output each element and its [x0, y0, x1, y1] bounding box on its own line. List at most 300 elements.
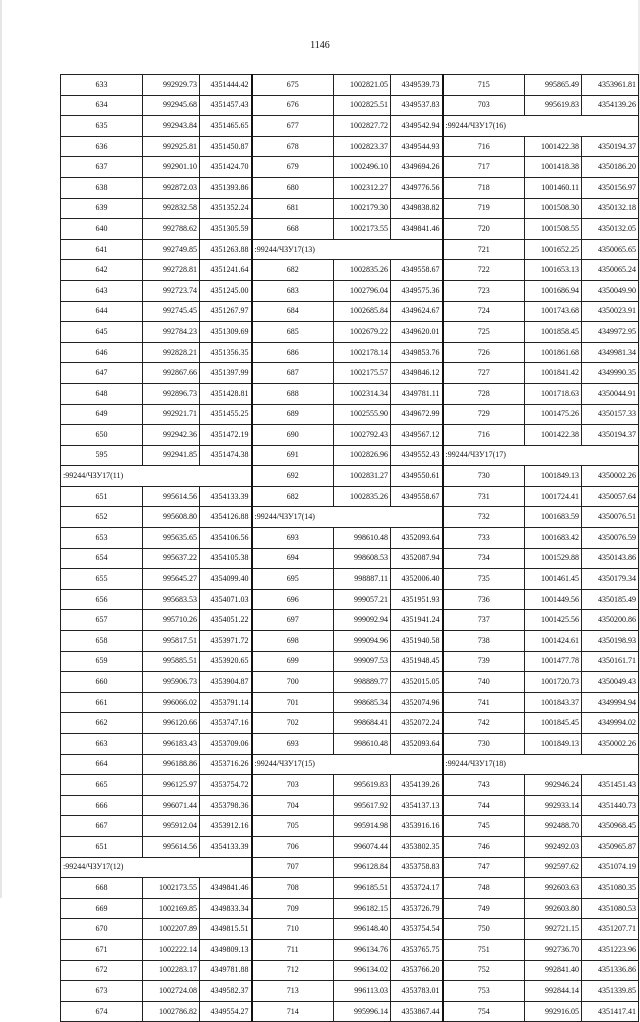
page-number: 1146 [310, 40, 330, 51]
table-row [61, 136, 639, 157]
x-coordinate-cell: 996113.03 [334, 981, 391, 1002]
point-number-cell: 732 [443, 507, 525, 528]
point-number-cell: 676 [252, 95, 334, 116]
point-number-cell: 680 [252, 177, 334, 198]
y-coordinate-cell: 4350023.91 [582, 301, 639, 322]
y-coordinate-cell: 4354106.56 [200, 528, 252, 549]
table-row [61, 425, 639, 446]
x-coordinate-cell: 992597.62 [525, 857, 582, 878]
parcel-label-cell: :99244/ЧЗУ17(12) [61, 857, 252, 878]
y-coordinate-cell: 4349575.36 [391, 280, 443, 301]
x-coordinate-cell: 1002178.14 [334, 342, 391, 363]
x-coordinate-cell: 995608.80 [143, 507, 200, 528]
table-row [61, 775, 639, 796]
point-number-cell: 717 [443, 157, 525, 178]
x-coordinate-cell: 992488.70 [525, 816, 582, 837]
x-coordinate-cell: 992901.10 [143, 157, 200, 178]
table-row [61, 981, 639, 1002]
point-number-cell: 723 [443, 280, 525, 301]
point-number-cell: 742 [443, 713, 525, 734]
table-row [61, 157, 639, 178]
x-coordinate-cell: 1002827.72 [334, 116, 391, 137]
x-coordinate-cell: 1001508.30 [525, 198, 582, 219]
point-number-cell: 690 [252, 425, 334, 446]
y-coordinate-cell: 4349542.94 [391, 116, 443, 137]
y-coordinate-cell: 4349846.12 [391, 363, 443, 384]
y-coordinate-cell: 4351472.19 [200, 425, 252, 446]
x-coordinate-cell: 996148.40 [334, 919, 391, 940]
x-coordinate-cell: 995996.14 [334, 1001, 391, 1022]
y-coordinate-cell: 4354133.39 [200, 836, 252, 857]
y-coordinate-cell: 4351424.70 [200, 157, 252, 178]
point-number-cell: 730 [443, 466, 525, 487]
point-number-cell: 674 [61, 1001, 143, 1022]
x-coordinate-cell: 1002173.55 [143, 878, 200, 899]
table-row [61, 713, 639, 734]
point-number-cell: 637 [61, 157, 143, 178]
point-number-cell: 712 [252, 960, 334, 981]
y-coordinate-cell: 4352006.40 [391, 569, 443, 590]
point-number-cell: 692 [252, 466, 334, 487]
y-coordinate-cell: 4349994.02 [582, 713, 639, 734]
x-coordinate-cell: 1002823.37 [334, 136, 391, 157]
point-number-cell: 727 [443, 363, 525, 384]
y-coordinate-cell: 4353798.36 [200, 795, 252, 816]
table-row [61, 404, 639, 425]
x-coordinate-cell: 1001449.56 [525, 589, 582, 610]
x-coordinate-cell: 992784.23 [143, 322, 200, 343]
x-coordinate-cell: 996120.66 [143, 713, 200, 734]
x-coordinate-cell: 1001424.61 [525, 631, 582, 652]
y-coordinate-cell: 4349537.83 [391, 95, 443, 116]
y-coordinate-cell: 4353916.16 [391, 816, 443, 837]
y-coordinate-cell: 4352087.94 [391, 548, 443, 569]
x-coordinate-cell: 992723.74 [143, 280, 200, 301]
x-coordinate-cell: 1002173.55 [334, 219, 391, 240]
x-coordinate-cell: 1002283.17 [143, 960, 200, 981]
x-coordinate-cell: 992942.36 [143, 425, 200, 446]
x-coordinate-cell: 1001418.38 [525, 157, 582, 178]
point-number-cell: 595 [61, 445, 143, 466]
point-number-cell: 685 [252, 322, 334, 343]
point-number-cell: 644 [61, 301, 143, 322]
point-number-cell: 738 [443, 631, 525, 652]
table-row [61, 445, 639, 466]
y-coordinate-cell: 4349544.93 [391, 136, 443, 157]
point-number-cell: 749 [443, 898, 525, 919]
y-coordinate-cell: 4351428.81 [200, 383, 252, 404]
y-coordinate-cell: 4350157.33 [582, 404, 639, 425]
y-coordinate-cell: 4353961.81 [582, 75, 639, 96]
x-coordinate-cell: 1001652.25 [525, 239, 582, 260]
parcel-label-cell: :99244/ЧЗУ17(15) [252, 754, 443, 775]
x-coordinate-cell: 1002169.85 [143, 898, 200, 919]
x-coordinate-cell: 1001529.88 [525, 548, 582, 569]
y-coordinate-cell: 4350194.37 [582, 136, 639, 157]
table-row [61, 919, 639, 940]
x-coordinate-cell: 995817.51 [143, 631, 200, 652]
y-coordinate-cell: 4350065.24 [582, 260, 639, 281]
x-coordinate-cell: 1001743.68 [525, 301, 582, 322]
x-coordinate-cell: 992925.81 [143, 136, 200, 157]
x-coordinate-cell: 1001686.94 [525, 280, 582, 301]
x-coordinate-cell: 995635.65 [143, 528, 200, 549]
y-coordinate-cell: 4352093.64 [391, 734, 443, 755]
point-number-cell: 737 [443, 610, 525, 631]
point-number-cell: 672 [61, 960, 143, 981]
table-row [61, 198, 639, 219]
point-number-cell: 694 [252, 548, 334, 569]
table-row [61, 507, 639, 528]
x-coordinate-cell: 1001843.37 [525, 692, 582, 713]
table-row [61, 342, 639, 363]
y-coordinate-cell: 4354139.26 [582, 95, 639, 116]
point-number-cell: 729 [443, 404, 525, 425]
point-number-cell: 713 [252, 981, 334, 1002]
point-number-cell: 731 [443, 486, 525, 507]
x-coordinate-cell: 995614.56 [143, 486, 200, 507]
coordinates-table [60, 74, 639, 1022]
x-coordinate-cell: 992844.14 [525, 981, 582, 1002]
x-coordinate-cell: 996182.15 [334, 898, 391, 919]
table-row [61, 280, 639, 301]
x-coordinate-cell: 1002826.96 [334, 445, 391, 466]
y-coordinate-cell: 4350200.86 [582, 610, 639, 631]
point-number-cell: 739 [443, 651, 525, 672]
point-number-cell: 693 [252, 734, 334, 755]
table-row [61, 878, 639, 899]
point-number-cell: 683 [252, 280, 334, 301]
x-coordinate-cell: 1002685.84 [334, 301, 391, 322]
point-number-cell: 645 [61, 322, 143, 343]
y-coordinate-cell: 4353747.16 [200, 713, 252, 734]
point-number-cell: 750 [443, 919, 525, 940]
y-coordinate-cell: 4352074.96 [391, 692, 443, 713]
table-row [61, 589, 639, 610]
x-coordinate-cell: 996125.97 [143, 775, 200, 796]
x-coordinate-cell: 995614.56 [143, 836, 200, 857]
y-coordinate-cell: 4350143.86 [582, 548, 639, 569]
x-coordinate-cell: 992603.80 [525, 898, 582, 919]
y-coordinate-cell: 4351417.41 [582, 1001, 639, 1022]
table-row [61, 260, 639, 281]
x-coordinate-cell: 1001425.56 [525, 610, 582, 631]
point-number-cell: 719 [443, 198, 525, 219]
y-coordinate-cell: 4349582.37 [200, 981, 252, 1002]
point-number-cell: 652 [61, 507, 143, 528]
y-coordinate-cell: 4349558.67 [391, 486, 443, 507]
x-coordinate-cell: 1002175.57 [334, 363, 391, 384]
y-coordinate-cell: 4349841.46 [391, 219, 443, 240]
x-coordinate-cell: 992828.21 [143, 342, 200, 363]
y-coordinate-cell: 4351457.43 [200, 95, 252, 116]
x-coordinate-cell: 1001683.42 [525, 528, 582, 549]
point-number-cell: 689 [252, 404, 334, 425]
table-row [61, 548, 639, 569]
y-coordinate-cell: 4351267.97 [200, 301, 252, 322]
point-number-cell: 747 [443, 857, 525, 878]
y-coordinate-cell: 4353971.72 [200, 631, 252, 652]
x-coordinate-cell: 992745.45 [143, 301, 200, 322]
point-number-cell: 703 [252, 775, 334, 796]
x-coordinate-cell: 992929.73 [143, 75, 200, 96]
point-number-cell: 701 [252, 692, 334, 713]
point-number-cell: 654 [61, 548, 143, 569]
point-number-cell: 641 [61, 239, 143, 260]
x-coordinate-cell: 992921.71 [143, 404, 200, 425]
point-number-cell: 748 [443, 878, 525, 899]
y-coordinate-cell: 4349781.88 [200, 960, 252, 981]
x-coordinate-cell: 1001477.78 [525, 651, 582, 672]
x-coordinate-cell: 998685.34 [334, 692, 391, 713]
x-coordinate-cell: 999092.94 [334, 610, 391, 631]
point-number-cell: 635 [61, 116, 143, 137]
y-coordinate-cell: 4350057.64 [582, 486, 639, 507]
x-coordinate-cell: 1002496.10 [334, 157, 391, 178]
parcel-label-cell: :99244/ЧЗУ17(11) [61, 466, 252, 487]
table-row [61, 177, 639, 198]
x-coordinate-cell: 1001461.45 [525, 569, 582, 590]
coordinates-table-body [61, 75, 639, 1022]
table-row [61, 219, 639, 240]
x-coordinate-cell: 1002222.14 [143, 939, 200, 960]
point-number-cell: 639 [61, 198, 143, 219]
x-coordinate-cell: 1001422.38 [525, 136, 582, 157]
y-coordinate-cell: 4352072.24 [391, 713, 443, 734]
point-number-cell: 673 [61, 981, 143, 1002]
y-coordinate-cell: 4351080.35 [582, 878, 639, 899]
point-number-cell: 710 [252, 919, 334, 940]
table-row [61, 672, 639, 693]
x-coordinate-cell: 1002835.26 [334, 260, 391, 281]
x-coordinate-cell: 1001720.73 [525, 672, 582, 693]
point-number-cell: 709 [252, 898, 334, 919]
point-number-cell: 716 [443, 136, 525, 157]
y-coordinate-cell: 4351309.69 [200, 322, 252, 343]
y-coordinate-cell: 4349567.12 [391, 425, 443, 446]
x-coordinate-cell: 1002679.22 [334, 322, 391, 343]
parcel-label-cell: :99244/ЧЗУ17(14) [252, 507, 443, 528]
y-coordinate-cell: 4351352.24 [200, 198, 252, 219]
point-number-cell: 715 [443, 75, 525, 96]
y-coordinate-cell: 4351263.88 [200, 239, 252, 260]
x-coordinate-cell: 1002724.08 [143, 981, 200, 1002]
y-coordinate-cell: 4354137.13 [391, 795, 443, 816]
x-coordinate-cell: 999057.21 [334, 589, 391, 610]
point-number-cell: 730 [443, 734, 525, 755]
y-coordinate-cell: 4349990.35 [582, 363, 639, 384]
x-coordinate-cell: 996183.43 [143, 734, 200, 755]
y-coordinate-cell: 4353724.17 [391, 878, 443, 899]
y-coordinate-cell: 4349620.01 [391, 322, 443, 343]
point-number-cell: 691 [252, 445, 334, 466]
point-number-cell: 660 [61, 672, 143, 693]
table-row [61, 383, 639, 404]
table-row [61, 363, 639, 384]
x-coordinate-cell: 996071.44 [143, 795, 200, 816]
x-coordinate-cell: 992736.70 [525, 939, 582, 960]
y-coordinate-cell: 4351305.59 [200, 219, 252, 240]
table-row [61, 898, 639, 919]
y-coordinate-cell: 4354139.26 [391, 775, 443, 796]
point-number-cell: 657 [61, 610, 143, 631]
x-coordinate-cell: 1002831.27 [334, 466, 391, 487]
x-coordinate-cell: 995912.04 [143, 816, 200, 837]
point-number-cell: 702 [252, 713, 334, 734]
x-coordinate-cell: 992872.03 [143, 177, 200, 198]
y-coordinate-cell: 4354051.22 [200, 610, 252, 631]
table-row [61, 754, 639, 775]
y-coordinate-cell: 4349552.43 [391, 445, 443, 466]
point-number-cell: 638 [61, 177, 143, 198]
x-coordinate-cell: 992749.85 [143, 239, 200, 260]
point-number-cell: 700 [252, 672, 334, 693]
y-coordinate-cell: 4350049.43 [582, 672, 639, 693]
x-coordinate-cell: 996188.86 [143, 754, 200, 775]
y-coordinate-cell: 4354126.88 [200, 507, 252, 528]
table-row [61, 239, 639, 260]
x-coordinate-cell: 996066.02 [143, 692, 200, 713]
x-coordinate-cell: 995885.51 [143, 651, 200, 672]
point-number-cell: 716 [443, 425, 525, 446]
y-coordinate-cell: 4351080.53 [582, 898, 639, 919]
point-number-cell: 735 [443, 569, 525, 590]
x-coordinate-cell: 1002796.04 [334, 280, 391, 301]
y-coordinate-cell: 4349539.73 [391, 75, 443, 96]
point-number-cell: 655 [61, 569, 143, 590]
parcel-label-cell: :99244/ЧЗУ17(17) [443, 445, 639, 466]
point-number-cell: 688 [252, 383, 334, 404]
y-coordinate-cell: 4354099.40 [200, 569, 252, 590]
y-coordinate-cell: 4353920.65 [200, 651, 252, 672]
x-coordinate-cell: 996134.02 [334, 960, 391, 981]
y-coordinate-cell: 4350076.59 [582, 528, 639, 549]
point-number-cell: 640 [61, 219, 143, 240]
point-number-cell: 650 [61, 425, 143, 446]
point-number-cell: 704 [252, 795, 334, 816]
y-coordinate-cell: 4351940.58 [391, 631, 443, 652]
y-coordinate-cell: 4350968.45 [582, 816, 639, 837]
x-coordinate-cell: 998887.11 [334, 569, 391, 590]
x-coordinate-cell: 1001849.13 [525, 466, 582, 487]
x-coordinate-cell: 998608.53 [334, 548, 391, 569]
x-coordinate-cell: 992721.15 [525, 919, 582, 940]
y-coordinate-cell: 4349558.67 [391, 260, 443, 281]
x-coordinate-cell: 1002792.43 [334, 425, 391, 446]
point-number-cell: 722 [443, 260, 525, 281]
y-coordinate-cell: 4349672.99 [391, 404, 443, 425]
point-number-cell: 698 [252, 631, 334, 652]
x-coordinate-cell: 1001653.13 [525, 260, 582, 281]
point-number-cell: 668 [61, 878, 143, 899]
point-number-cell: 668 [252, 219, 334, 240]
point-number-cell: 665 [61, 775, 143, 796]
x-coordinate-cell: 1001475.26 [525, 404, 582, 425]
point-number-cell: 646 [61, 342, 143, 363]
y-coordinate-cell: 4351474.38 [200, 445, 252, 466]
point-number-cell: 651 [61, 486, 143, 507]
y-coordinate-cell: 4351207.71 [582, 919, 639, 940]
x-coordinate-cell: 1002179.30 [334, 198, 391, 219]
point-number-cell: 677 [252, 116, 334, 137]
y-coordinate-cell: 4350161.71 [582, 651, 639, 672]
y-coordinate-cell: 4353765.75 [391, 939, 443, 960]
x-coordinate-cell: 995637.22 [143, 548, 200, 569]
table-row [61, 486, 639, 507]
y-coordinate-cell: 4350132.18 [582, 198, 639, 219]
y-coordinate-cell: 4351941.24 [391, 610, 443, 631]
y-coordinate-cell: 4353867.44 [391, 1001, 443, 1022]
y-coordinate-cell: 4351339.85 [582, 981, 639, 1002]
point-number-cell: 651 [61, 836, 143, 857]
table-row [61, 960, 639, 981]
point-number-cell: 642 [61, 260, 143, 281]
point-number-cell: 743 [443, 775, 525, 796]
x-coordinate-cell: 999097.53 [334, 651, 391, 672]
x-coordinate-cell: 992832.58 [143, 198, 200, 219]
x-coordinate-cell: 1001849.13 [525, 734, 582, 755]
y-coordinate-cell: 4349550.61 [391, 466, 443, 487]
x-coordinate-cell: 1001460.11 [525, 177, 582, 198]
y-coordinate-cell: 4350198.93 [582, 631, 639, 652]
point-number-cell: 678 [252, 136, 334, 157]
y-coordinate-cell: 4349624.67 [391, 301, 443, 322]
y-coordinate-cell: 4353709.06 [200, 734, 252, 755]
point-number-cell: 670 [61, 919, 143, 940]
x-coordinate-cell: 995619.83 [334, 775, 391, 796]
x-coordinate-cell: 995617.92 [334, 795, 391, 816]
point-number-cell: 707 [252, 857, 334, 878]
y-coordinate-cell: 4349981.34 [582, 342, 639, 363]
y-coordinate-cell: 4351336.86 [582, 960, 639, 981]
y-coordinate-cell: 4354071.03 [200, 589, 252, 610]
table-row [61, 692, 639, 713]
x-coordinate-cell: 992946.24 [525, 775, 582, 796]
x-coordinate-cell: 992945.68 [143, 95, 200, 116]
point-number-cell: 711 [252, 939, 334, 960]
point-number-cell: 648 [61, 383, 143, 404]
y-coordinate-cell: 4349838.82 [391, 198, 443, 219]
y-coordinate-cell: 4349776.56 [391, 177, 443, 198]
y-coordinate-cell: 4349809.13 [200, 939, 252, 960]
y-coordinate-cell: 4349694.26 [391, 157, 443, 178]
y-coordinate-cell: 4350186.20 [582, 157, 639, 178]
point-number-cell: 681 [252, 198, 334, 219]
y-coordinate-cell: 4351440.73 [582, 795, 639, 816]
x-coordinate-cell: 992941.85 [143, 445, 200, 466]
y-coordinate-cell: 4349815.51 [200, 919, 252, 940]
y-coordinate-cell: 4351356.35 [200, 342, 252, 363]
x-coordinate-cell: 992867.66 [143, 363, 200, 384]
x-coordinate-cell: 998610.48 [334, 528, 391, 549]
x-coordinate-cell: 992943.84 [143, 116, 200, 137]
table-row [61, 75, 639, 96]
x-coordinate-cell: 998889.77 [334, 672, 391, 693]
x-coordinate-cell: 995914.98 [334, 816, 391, 837]
y-coordinate-cell: 4353912.16 [200, 816, 252, 837]
x-coordinate-cell: 1001724.41 [525, 486, 582, 507]
y-coordinate-cell: 4353758.83 [391, 857, 443, 878]
x-coordinate-cell: 1002555.90 [334, 404, 391, 425]
y-coordinate-cell: 4349781.11 [391, 383, 443, 404]
y-coordinate-cell: 4350002.26 [582, 466, 639, 487]
x-coordinate-cell: 995710.26 [143, 610, 200, 631]
y-coordinate-cell: 4351455.25 [200, 404, 252, 425]
point-number-cell: 682 [252, 486, 334, 507]
table-row [61, 610, 639, 631]
y-coordinate-cell: 4350044.91 [582, 383, 639, 404]
point-number-cell: 705 [252, 816, 334, 837]
